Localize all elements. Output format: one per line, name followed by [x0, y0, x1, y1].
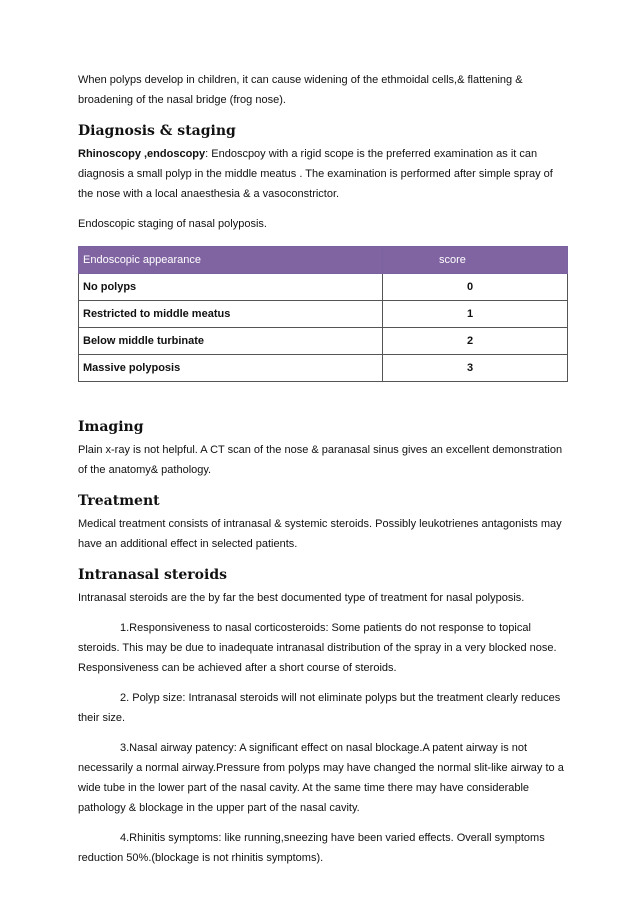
staging-table-header-row: [79, 247, 568, 274]
responsiveness-item: 1.Responsiveness to nasal corticosteroids: Some patients do not response to topical steroids. This may be due to inadequate intranasal distribution of the spray in a very blocked nose. Responsiveness can be achieved after a short course of steroids.: [78, 622, 557, 674]
score-cell: 1: [383, 301, 568, 328]
imaging-heading: Imaging: [78, 419, 144, 435]
table-row: [79, 355, 568, 382]
header-score: score: [383, 247, 568, 274]
score-cell: 3: [383, 355, 568, 382]
intranasal-heading: Intranasal steroids: [78, 567, 227, 583]
polyp-size-item: 2. Polyp size: Intranasal steroids will not eliminate polyps but the treatment clearly reduces their size.: [78, 692, 561, 724]
imaging-paragraph: Plain x-ray is not helpful. A CT scan of the nose & paranasal sinus gives an excellent demonstration of the anatomy& pathology.: [78, 444, 563, 476]
rhinitis-symptoms-item: 4.Rhinitis symptoms: like running,sneezing have been varied effects. Overall symptoms reduction 50%.(blockage is not rhinitis symptoms).: [78, 832, 545, 864]
appearance-cell: No polyps: [79, 274, 383, 301]
table-row: [79, 301, 568, 328]
rhinoscopy-label: Rhinoscopy ,endoscopy: [78, 148, 206, 160]
diagnosis-heading: Diagnosis & staging: [78, 123, 236, 139]
table-row: [79, 328, 568, 355]
score-cell: 2: [383, 328, 568, 355]
table-row: [79, 274, 568, 301]
airway-patency-item: 3.Nasal airway patency: A significant effect on nasal blockage.A patent airway is not necessarily a normal airway.Pressure from polyps may have changed the normal slit-like airway to a wide tube in the lower part of the nasal cavity. At the same time there may have considerable pathology & blockage in the upper part of the nasal cavity.: [78, 742, 564, 814]
staging-table: [78, 246, 568, 382]
score-cell: 0: [383, 274, 568, 301]
treatment-paragraph: Medical treatment consists of intranasal & systemic steroids. Possibly leukotrienes antagonists may have an additional effect in selected patients.: [78, 518, 562, 550]
intranasal-paragraph: Intranasal steroids are the by far the best documented type of treatment for nasal polyposis.: [78, 592, 525, 604]
intro-paragraph: When polyps develop in children, it can cause widening of the ethmoidal cells,& flattening & broadening of the nasal bridge (frog nose).: [78, 74, 523, 106]
appearance-cell: Below middle turbinate: [79, 328, 383, 355]
appearance-cell: Massive polyposis: [79, 355, 383, 382]
header-appearance: Endoscopic appearance: [79, 247, 383, 274]
treatment-heading: Treatment: [78, 493, 160, 509]
staging-intro: Endoscopic staging of nasal polyposis.: [78, 218, 267, 230]
appearance-cell: Restricted to middle meatus: [79, 301, 383, 328]
rhinoscopy-paragraph: [78, 144, 568, 204]
page-content: [78, 70, 568, 878]
rhinoscopy-text: : Endoscpoy with a rigid scope is the preferred examination as it can diagnosis a small polyp in the middle meatus . The examination is performed after simple spray of the nose with a local anaesthesia & a vasoconstrictor.: [78, 148, 553, 200]
